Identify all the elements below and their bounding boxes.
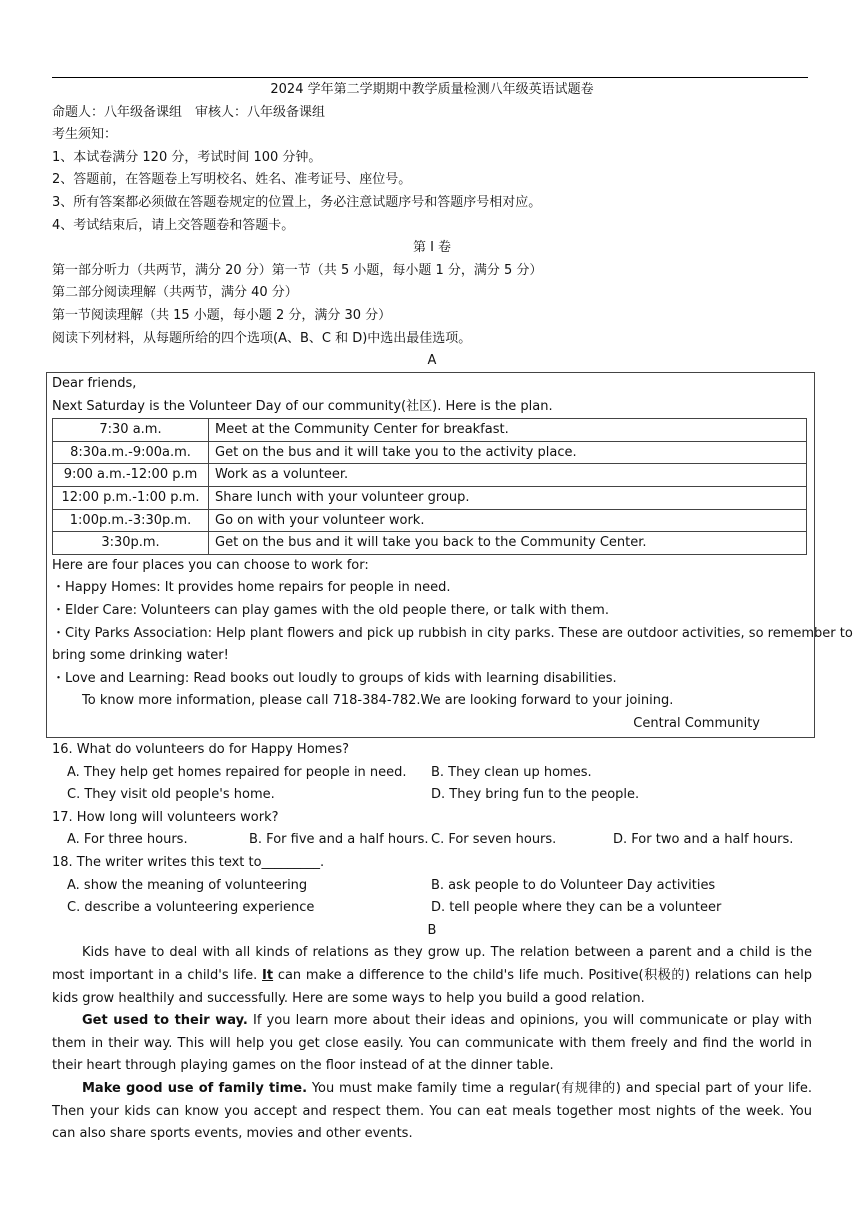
notice-item: 2、答题前，在答题卷上写明校名、姓名、准考证号、座位号。 (52, 172, 412, 188)
place-item: ・Elder Care: Volunteers can play games with the old people there, or talk with them. (52, 602, 609, 618)
page-title: 2024 学年第二学期期中教学质量检测八年级英语试题卷 (270, 82, 594, 97)
option-c[interactable]: C. For seven hours. (431, 832, 557, 848)
section1-heading: 第一节阅读理解（共 15 小题，每小题 2 分，满分 30 分） (52, 307, 392, 323)
place-item: ・Happy Homes: It provides home repairs for people in need. (52, 580, 451, 596)
underlined-it: It (262, 967, 274, 983)
option-c[interactable]: C. They visit old people's home. (67, 787, 275, 803)
passage-b-paragraph-1 (52, 942, 812, 1010)
part1-heading: 第一部分听力（共两节，满分 20 分）第一节（共 5 小题，每小题 1 分，满分 5 分） (52, 262, 543, 278)
notice-item: 4、考试结束后，请上交答题卷和答题卡。 (52, 217, 295, 233)
option-row (52, 784, 812, 807)
activity-cell: Get on the bus and it will take you back to the Community Center. (209, 532, 807, 555)
option-d[interactable]: D. tell people where they can be a volunteer (431, 900, 722, 916)
authors: 命题人：八年级备课组 审核人：八年级备课组 (52, 104, 326, 120)
option-a[interactable]: A. They help get homes repaired for people in need. (67, 764, 407, 780)
option-d[interactable]: D. They bring fun to the people. (431, 787, 640, 803)
top-rule (52, 77, 808, 78)
time-cell: 1:00p.m.-3:30p.m. (53, 509, 209, 532)
time-cell: 8:30a.m.-9:00a.m. (53, 441, 209, 464)
table-row (53, 419, 807, 442)
exam-header (52, 79, 812, 373)
p2-text: If you learn more about their ideas and opinions, you will communicate or play with them in their way. This will help you get close easily. You can communicate with them freely and find the world in their heart through playing games on the floor instead of at the dinner table. (52, 1013, 812, 1074)
p2-heading: Get used to their way. (82, 1013, 248, 1029)
signature: Central Community (633, 715, 760, 731)
table-row (53, 532, 807, 555)
question-stem: 16. What do volunteers do for Happy Homes? (52, 742, 349, 757)
option-row (52, 875, 812, 898)
intro: Next Saturday is the Volunteer Day of our community(社区). Here is the plan. (52, 398, 553, 414)
time-cell: 3:30p.m. (53, 532, 209, 555)
p3-text: You must make family time a regular(有规律的) and special part of your life. Then your kids can know you accept and respect them. You can eat meals together most nights of the week. You can also share sports events, movies and other events. (52, 1080, 813, 1142)
option-c[interactable]: C. describe a volunteering experience (67, 900, 315, 916)
place-item: ・City Parks Association: Help plant flowers and pick up rubbish in city parks. These are outdoor activities, so remember to (52, 625, 853, 641)
time-cell: 12:00 p.m.-1:00 p.m. (53, 486, 209, 509)
activity-cell: Work as a volunteer. (209, 464, 807, 487)
part2-heading: 第二部分阅读理解（共两节，满分 40 分） (52, 285, 298, 301)
question-stem: 17. How long will volunteers work? (52, 809, 279, 825)
activity-cell: Go on with your volunteer work. (209, 509, 807, 532)
notice-title: 考生须知： (52, 127, 118, 143)
p1-text-before: Kids have to deal with all kinds of relations as they grow up. The relation between a parent and a child is the most important in a child's life. (52, 945, 812, 983)
table-row (53, 509, 807, 532)
notice-item: 3、所有答案都必须做在答题卷规定的位置上，务必注意试题序号和答题序号相对应。 (52, 194, 542, 210)
option-row (52, 762, 812, 785)
volume-label: 第 I 卷 (412, 240, 452, 256)
notice-item: 1、本试卷满分 120 分，考试时间 100 分钟。 (52, 149, 322, 165)
option-row (52, 829, 812, 852)
activity-cell: Get on the bus and it will take you to the activity place. (209, 441, 807, 464)
option-d[interactable]: D. For two and a half hours. (613, 832, 794, 848)
time-cell: 7:30 a.m. (53, 419, 209, 442)
table-row (53, 464, 807, 487)
passage-b-paragraph-3 (52, 1078, 812, 1146)
places-intro: Here are four places you can choose to work for: (52, 557, 369, 573)
activity-cell: Share lunch with your volunteer group. (209, 486, 807, 509)
schedule-table (52, 418, 807, 555)
option-b[interactable]: B. They clean up homes. (431, 764, 592, 780)
passage-b-paragraph-2 (52, 1010, 812, 1078)
option-b[interactable]: B. ask people to do Volunteer Day activities (431, 877, 716, 893)
passage-b-label: B (427, 922, 437, 938)
passage-a-box (46, 372, 853, 738)
option-row (52, 897, 812, 920)
p1-text-after: can make a difference to the child's life much. Positive(积极的) relations can help kids grow healthily and successfully. Here are some ways to help you build a good relation. (52, 967, 812, 1006)
p3-heading: Make good use of family time. (82, 1080, 308, 1096)
place-item-continued: bring some drinking water! (52, 648, 229, 664)
option-a[interactable]: A. For three hours. (67, 832, 188, 848)
questions-and-passage-b (52, 739, 812, 1146)
instruction: 阅读下列材料，从每题所给的四个选项(A、B、C 和 D)中选出最佳选项。 (52, 330, 472, 346)
option-b[interactable]: B. For five and a half hours. (249, 832, 429, 848)
passage-a-label: A (427, 353, 437, 369)
contact-line: To know more information, please call 718-384-782.We are looking forward to your joining. (82, 693, 674, 709)
question-stem: 18. The writer writes this text to_________. (52, 854, 325, 870)
time-cell: 9:00 a.m.-12:00 p.m (53, 464, 209, 487)
table-row (53, 486, 807, 509)
activity-cell: Meet at the Community Center for breakfast. (209, 419, 807, 442)
place-item: ・Love and Learning: Read books out loudly to groups of kids with learning disabilities. (52, 670, 617, 686)
table-row (53, 441, 807, 464)
option-a[interactable]: A. show the meaning of volunteering (67, 877, 308, 893)
greeting: Dear friends, (52, 376, 137, 391)
